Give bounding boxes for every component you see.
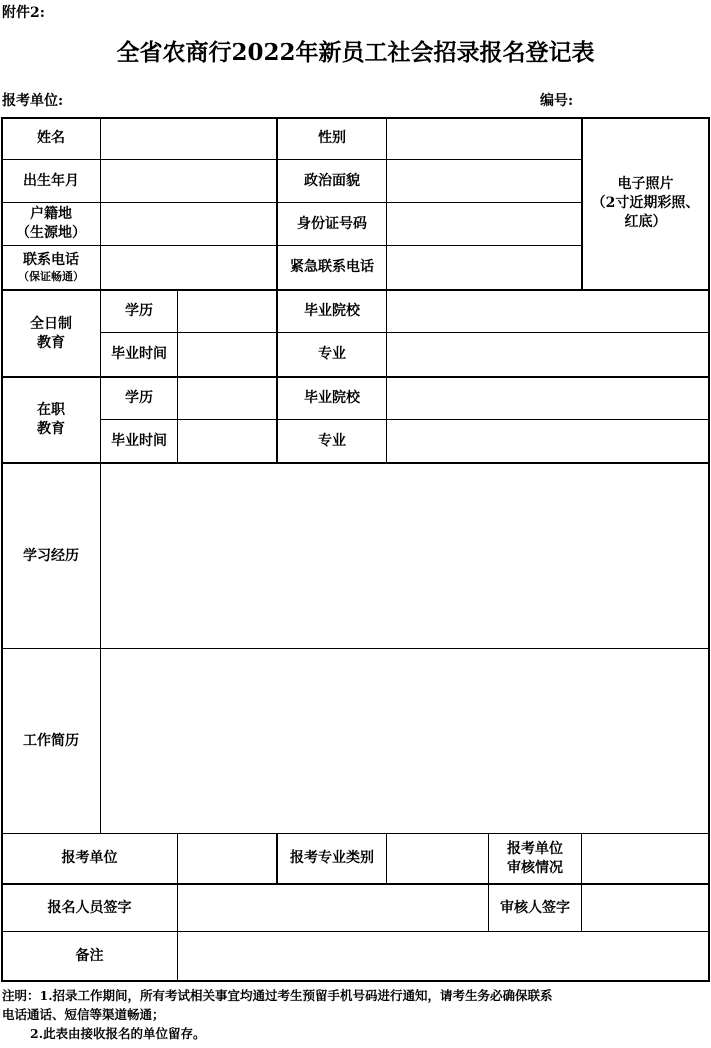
parttime-grad-time-text: 毕业时间 bbox=[111, 432, 167, 449]
parttime-school-text: 毕业院校 bbox=[304, 390, 360, 406]
table-border-bottom bbox=[1, 980, 710, 982]
reviewer-sign-field[interactable] bbox=[582, 885, 708, 931]
photo-label-line3: 红底） bbox=[624, 214, 667, 230]
work-history-label bbox=[2, 649, 100, 833]
parttime-label-line2: 教育 bbox=[37, 421, 65, 437]
name-field[interactable] bbox=[101, 119, 276, 159]
attachment-label: 附件2: bbox=[2, 5, 45, 21]
parttime-school-field[interactable] bbox=[387, 378, 708, 419]
note-line-1: 注明：1.招录工作期间，所有考试相关事宜均通过考生预留手机号码进行通知，请考生务必确保联系 bbox=[2, 988, 553, 1003]
name-label-text: 姓名 bbox=[37, 130, 65, 146]
study-history-text: 学习经历 bbox=[23, 547, 79, 564]
unit-review-label bbox=[489, 834, 581, 883]
fulltime-major-label bbox=[278, 333, 386, 376]
fulltime-degree-field[interactable] bbox=[178, 291, 276, 332]
birth-field[interactable] bbox=[101, 160, 276, 202]
fulltime-grad-time-text: 毕业时间 bbox=[111, 346, 167, 362]
reviewer-sign-label bbox=[489, 885, 581, 931]
parttime-degree-label bbox=[101, 378, 177, 419]
remarks-field[interactable] bbox=[178, 932, 708, 980]
table-border-right bbox=[708, 117, 710, 982]
parttime-degree-field[interactable] bbox=[178, 378, 276, 419]
id-number-field[interactable] bbox=[387, 203, 581, 245]
apply-major-type-text: 报考专业类别 bbox=[290, 850, 374, 866]
note-line-3: 2.此表由接收报名的单位留存。 bbox=[30, 1026, 206, 1041]
parttime-label-line1: 在职 bbox=[37, 402, 65, 418]
work-history-text: 工作简历 bbox=[23, 732, 79, 749]
emergency-phone-label bbox=[278, 246, 386, 289]
fulltime-grad-time-label bbox=[101, 333, 177, 376]
photo-label-line1: 电子照片 bbox=[617, 176, 674, 192]
fulltime-major-field[interactable] bbox=[387, 333, 708, 376]
politics-label-text: 政治面貌 bbox=[304, 172, 360, 189]
applicant-sign-field[interactable] bbox=[178, 885, 488, 931]
id-number-label bbox=[278, 203, 386, 245]
phone-field[interactable] bbox=[101, 246, 276, 289]
gender-label-text: 性别 bbox=[318, 130, 346, 146]
politics-field[interactable] bbox=[387, 160, 581, 202]
birth-label bbox=[2, 160, 100, 202]
fulltime-school-label bbox=[278, 291, 386, 332]
hukou-label-line1: 户籍地 bbox=[30, 206, 72, 222]
apply-unit-field[interactable] bbox=[178, 834, 276, 883]
parttime-degree-text: 学历 bbox=[125, 390, 153, 406]
fulltime-label-line1: 全日制 bbox=[30, 315, 72, 332]
emergency-phone-field[interactable] bbox=[387, 246, 581, 289]
note-line-2: 电话通话、短信等渠道畅通； bbox=[2, 1007, 165, 1022]
photo-label-line2: （2寸近期彩照、 bbox=[591, 195, 700, 211]
phone-label-line1: 联系电话 bbox=[23, 252, 79, 268]
birth-label-text: 出生年月 bbox=[23, 172, 79, 189]
parttime-education-label bbox=[2, 378, 100, 462]
parttime-grad-time-label bbox=[101, 420, 177, 462]
phone-label-line2: （保证畅通） bbox=[18, 270, 84, 283]
fulltime-grad-time-field[interactable] bbox=[178, 333, 276, 376]
phone-label bbox=[2, 246, 100, 289]
fulltime-school-field[interactable] bbox=[387, 291, 708, 332]
parttime-major-label bbox=[278, 420, 386, 462]
unit-review-field[interactable] bbox=[582, 834, 708, 883]
fulltime-education-label bbox=[2, 291, 100, 376]
apply-major-type-field[interactable] bbox=[387, 834, 488, 883]
applicant-sign-label bbox=[2, 885, 177, 931]
unit-review-line2: 审核情况 bbox=[507, 859, 563, 876]
fulltime-school-text: 毕业院校 bbox=[304, 303, 360, 319]
fulltime-degree-label bbox=[101, 291, 177, 332]
gender-label bbox=[278, 118, 386, 159]
number-meta-label: 编号: bbox=[540, 93, 574, 109]
apply-unit-label bbox=[2, 834, 177, 883]
fulltime-major-text: 专业 bbox=[318, 346, 346, 362]
politics-label bbox=[278, 160, 386, 202]
name-label bbox=[2, 118, 100, 159]
apply-major-type-label bbox=[278, 834, 386, 883]
parttime-major-text: 专业 bbox=[318, 432, 346, 449]
hukou-field[interactable] bbox=[101, 203, 276, 245]
page-title: 全省农商行2022年新员工社会招录报名登记表 bbox=[116, 39, 595, 66]
reviewer-sign-text: 审核人签字 bbox=[500, 899, 570, 916]
parttime-school-label bbox=[278, 378, 386, 419]
id-number-label-text: 身份证号码 bbox=[297, 215, 367, 232]
fulltime-label-line2: 教育 bbox=[37, 334, 65, 351]
remarks-label bbox=[2, 932, 177, 980]
study-history-label bbox=[2, 464, 100, 648]
study-history-field[interactable] bbox=[101, 464, 708, 648]
parttime-grad-time-field[interactable] bbox=[178, 420, 276, 462]
work-history-field[interactable] bbox=[101, 649, 708, 833]
photo-box[interactable] bbox=[583, 118, 708, 289]
apply-unit-meta-label: 报考单位: bbox=[2, 93, 64, 109]
unit-review-line1: 报考单位 bbox=[507, 840, 563, 857]
parttime-major-field[interactable] bbox=[387, 420, 708, 462]
gender-field[interactable] bbox=[387, 119, 581, 159]
applicant-sign-text: 报名人员签字 bbox=[47, 899, 132, 916]
remarks-text: 备注 bbox=[75, 947, 104, 964]
emergency-phone-label-text: 紧急联系电话 bbox=[290, 259, 374, 275]
fulltime-degree-text: 学历 bbox=[125, 303, 153, 319]
hukou-label-line2: （生源地） bbox=[16, 225, 86, 241]
apply-unit-text: 报考单位 bbox=[61, 850, 118, 866]
hukou-label bbox=[2, 203, 100, 245]
